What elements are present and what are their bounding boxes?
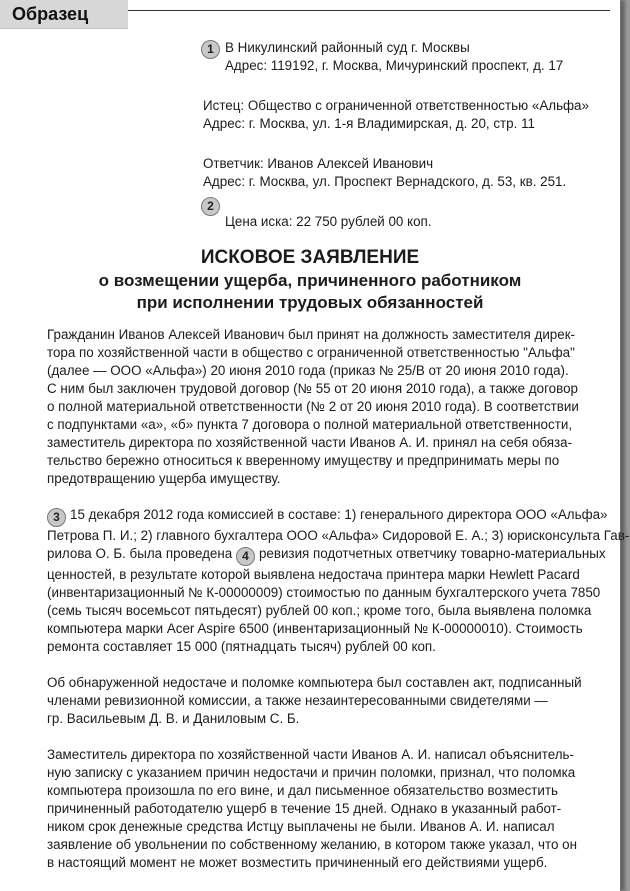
text-line: компьютера марки Acer Aspire 6500 (инвентаризационный № К-00000010). Стоимость <box>47 621 583 636</box>
document-header <box>203 39 625 253</box>
paragraph-audit <box>47 506 630 656</box>
text-line <box>47 506 608 527</box>
text-line: С ним был заключен трудовой договор (№ 55 от 20 июня 2010 года), а также договор <box>47 381 578 396</box>
sample-tab <box>0 0 128 29</box>
sample-tab-label: Образец <box>12 4 89 24</box>
text-line: предотвращению ущерба имуществу. <box>47 471 281 486</box>
document-title <box>0 246 620 314</box>
defendant-address: Адрес: г. Москва, ул. Проспект Вернадского, д. 53, кв. 251. <box>203 174 567 189</box>
text-line: тора по хозяйственной части в общество с ограниченной ответственностью "Альфа" <box>47 345 575 360</box>
defendant-block <box>203 155 625 191</box>
paragraph-employment <box>47 326 592 488</box>
text-fragment: ревизия подотчетных ответчику товарно-материальных <box>258 546 606 561</box>
paragraph-explanation <box>47 746 592 872</box>
court-address: Адрес: 119192, г. Москва, Мичуринский проспект, д. 17 <box>225 58 564 73</box>
text-fragment: рилова О. Б. была проведена <box>47 546 233 561</box>
plaintiff-name: Истец: Общество с ограниченной ответственностью «Альфа» <box>203 98 589 113</box>
text-line <box>47 545 606 566</box>
text-line: гр. Васильевым Д. В. и Даниловым С. Б. <box>47 711 300 726</box>
court-block <box>225 39 625 75</box>
court-name: В Никулинский районный суд г. Москвы <box>225 40 470 55</box>
title-main: ИСКОВОЕ ЗАЯВЛЕНИЕ <box>200 247 420 268</box>
text-line: Гражданин Иванов Алексей Иванович был принят на должность заместителя дирек- <box>47 327 576 342</box>
text-line: ремонта составляет 15 000 (пятнадцать тысяч) рублей 00 коп. <box>47 639 436 654</box>
text-line: в настоящий момент не может возместить причиненный его действиями ущерб. <box>47 855 548 870</box>
text-line: Об обнаруженной недостаче и поломке компьютера был составлен акт, подписанный <box>47 675 582 690</box>
marker-1: 1 <box>201 40 220 59</box>
defendant-name: Ответчик: Иванов Алексей Иванович <box>203 156 434 171</box>
text-line: причиненный работодателю ущерб в течение 15 дней. Однако в указанный работ- <box>47 801 562 816</box>
text-line: заместитель директора по хозяйственной части Иванов А. И. принял на себя обяза- <box>47 435 573 450</box>
claim-price-block <box>225 213 625 231</box>
title-subject-line-2: при исполнении трудовых обязанностей <box>136 293 484 312</box>
plaintiff-block <box>203 97 625 133</box>
text-fragment: 15 декабря 2012 года комиссией в составе: 1) генерального директора ООО «Альфа» <box>70 507 608 522</box>
text-line: тельство бережно относиться к вверенному имуществу и предпринимать меры по <box>47 453 560 468</box>
text-line: членами ревизионной комиссии, а также незаинтересованными свидетелями — <box>47 693 548 708</box>
text-line: ценностей, в результате которой выявлена недостача принтера марки Hewlett Pacard <box>47 567 580 582</box>
plaintiff-address: Адрес: г. Москва, ул. 1-я Владимирская, д. 20, стр. 11 <box>203 116 535 131</box>
document-body <box>47 326 630 890</box>
text-line: Петрова П. И.; 2) главного бухгалтера ООО «Альфа» Сидоровой Е. А.; 3) юрисконсульта Гав- <box>47 528 630 543</box>
marker-2: 2 <box>201 197 220 216</box>
text-line: (далее — ООО «Альфа») 20 июня 2010 года (приказ № 25/В от 20 июня 2010 года). <box>47 363 569 378</box>
text-line: Заместитель директора по хозяйственной части Иванов А. И. написал объяснитель- <box>47 747 574 762</box>
text-line: с подпунктами «а», «б» пункта 7 договора о полной материальной ответственности, <box>47 417 573 432</box>
title-subject-line-1: о возмещении ущерба, причиненного работником <box>98 271 522 290</box>
marker-3: 3 <box>47 508 66 527</box>
top-rule <box>128 10 610 11</box>
text-line: ную записку с указанием причин недостачи и причин поломки, признал, что поломка <box>47 765 576 780</box>
claim-price: Цена иска: 22 750 рублей 00 коп. <box>225 214 432 229</box>
text-line: (семь тысяч восемьсот пятьдесят) рублей 00 коп.; кроме того, была выявлена поломка <box>47 603 592 618</box>
text-line: заявление об увольнении по собственному желанию, в котором также указал, что он <box>47 837 577 852</box>
text-line: ником срок денежные средства Истцу выплачены не были. Иванов А. И. написал <box>47 819 555 834</box>
marker-4: 4 <box>236 547 255 566</box>
paragraph-act <box>47 674 592 728</box>
text-line: компьютера произошла по его вине, и дал письменное обязательство возместить <box>47 783 558 798</box>
text-line: (инвентаризационный № К-00000009) стоимостью по данным бухгалтерского учета 7850 <box>47 585 601 600</box>
text-line: о полной материальной ответственности (№ 2 от 20 июня 2010 года). В соответствии <box>47 399 579 414</box>
